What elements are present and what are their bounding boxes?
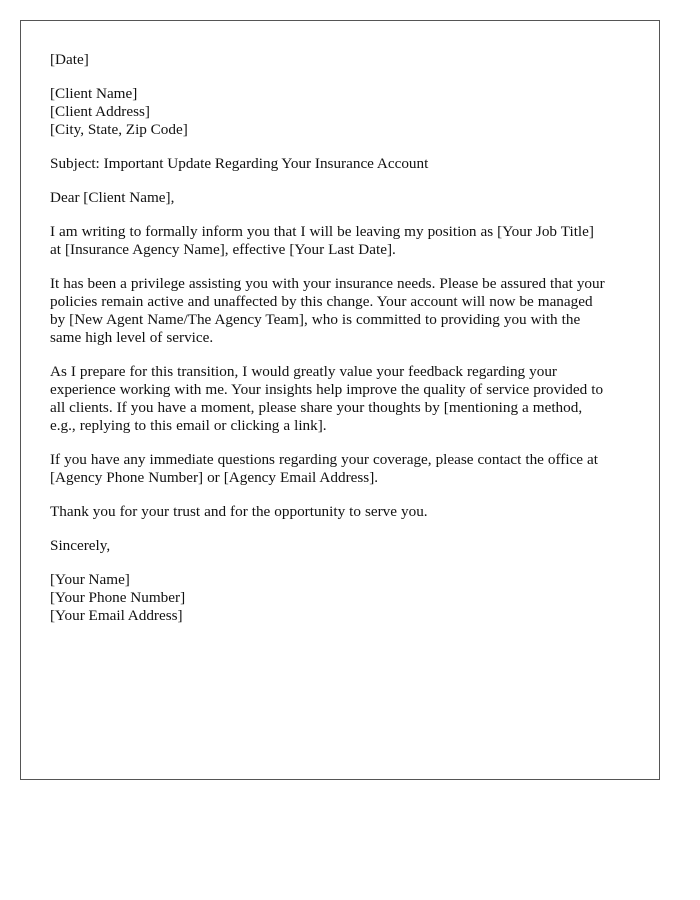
recipient-city-state-zip: [City, State, Zip Code] (50, 121, 188, 138)
paragraph-line: experience working with me. Your insights help improve the quality of service provided to (50, 381, 604, 398)
subject-text: Subject: Important Update Regarding Your Insurance Account (50, 155, 429, 172)
closing-text: Sincerely, (50, 537, 111, 554)
paragraph-line: I am writing to formally inform you that I will be leaving my position as [Your Job Title] (50, 223, 594, 240)
signature-name: [Your Name] (50, 571, 130, 588)
body-paragraph-1 (50, 223, 630, 259)
recipient-address: [Client Address] (50, 103, 150, 120)
body-paragraph-4 (50, 451, 630, 487)
body-paragraph-2 (50, 275, 630, 347)
recipient-address-block (50, 85, 630, 139)
salutation-text: Dear [Client Name], (50, 189, 175, 206)
paragraph-line: If you have any immediate questions regarding your coverage, please contact the office at (50, 451, 599, 468)
paragraph-line: As I prepare for this transition, I would greatly value your feedback regarding your (50, 363, 557, 380)
body-paragraph-3 (50, 363, 630, 435)
salutation (50, 189, 630, 207)
paragraph-line: [Agency Phone Number] or [Agency Email Address]. (50, 469, 379, 486)
date-text: [Date] (50, 51, 89, 68)
paragraph-line: at [Insurance Agency Name], effective [Your Last Date]. (50, 241, 396, 258)
paragraph-line: policies remain active and unaffected by this change. Your account will now be managed (50, 293, 593, 310)
letter-date (50, 51, 630, 69)
signature-email: [Your Email Address] (50, 607, 183, 624)
paragraph-line: all clients. If you have a moment, please share your thoughts by [mentioning a method, (50, 399, 583, 416)
paragraph-line: same high level of service. (50, 329, 214, 346)
signature-phone: [Your Phone Number] (50, 589, 186, 606)
paragraph-line: by [New Agent Name/The Agency Team], who is committed to providing you with the (50, 311, 581, 328)
paragraph-line: e.g., replying to this email or clicking a link]. (50, 417, 327, 434)
body-paragraph-5 (50, 503, 630, 521)
signature-block (50, 571, 630, 625)
letter-page (20, 20, 660, 780)
recipient-name: [Client Name] (50, 85, 138, 102)
closing (50, 537, 630, 555)
subject-line (50, 155, 630, 173)
paragraph-line: Thank you for your trust and for the opportunity to serve you. (50, 503, 428, 520)
paragraph-line: It has been a privilege assisting you with your insurance needs. Please be assured that your (50, 275, 605, 292)
